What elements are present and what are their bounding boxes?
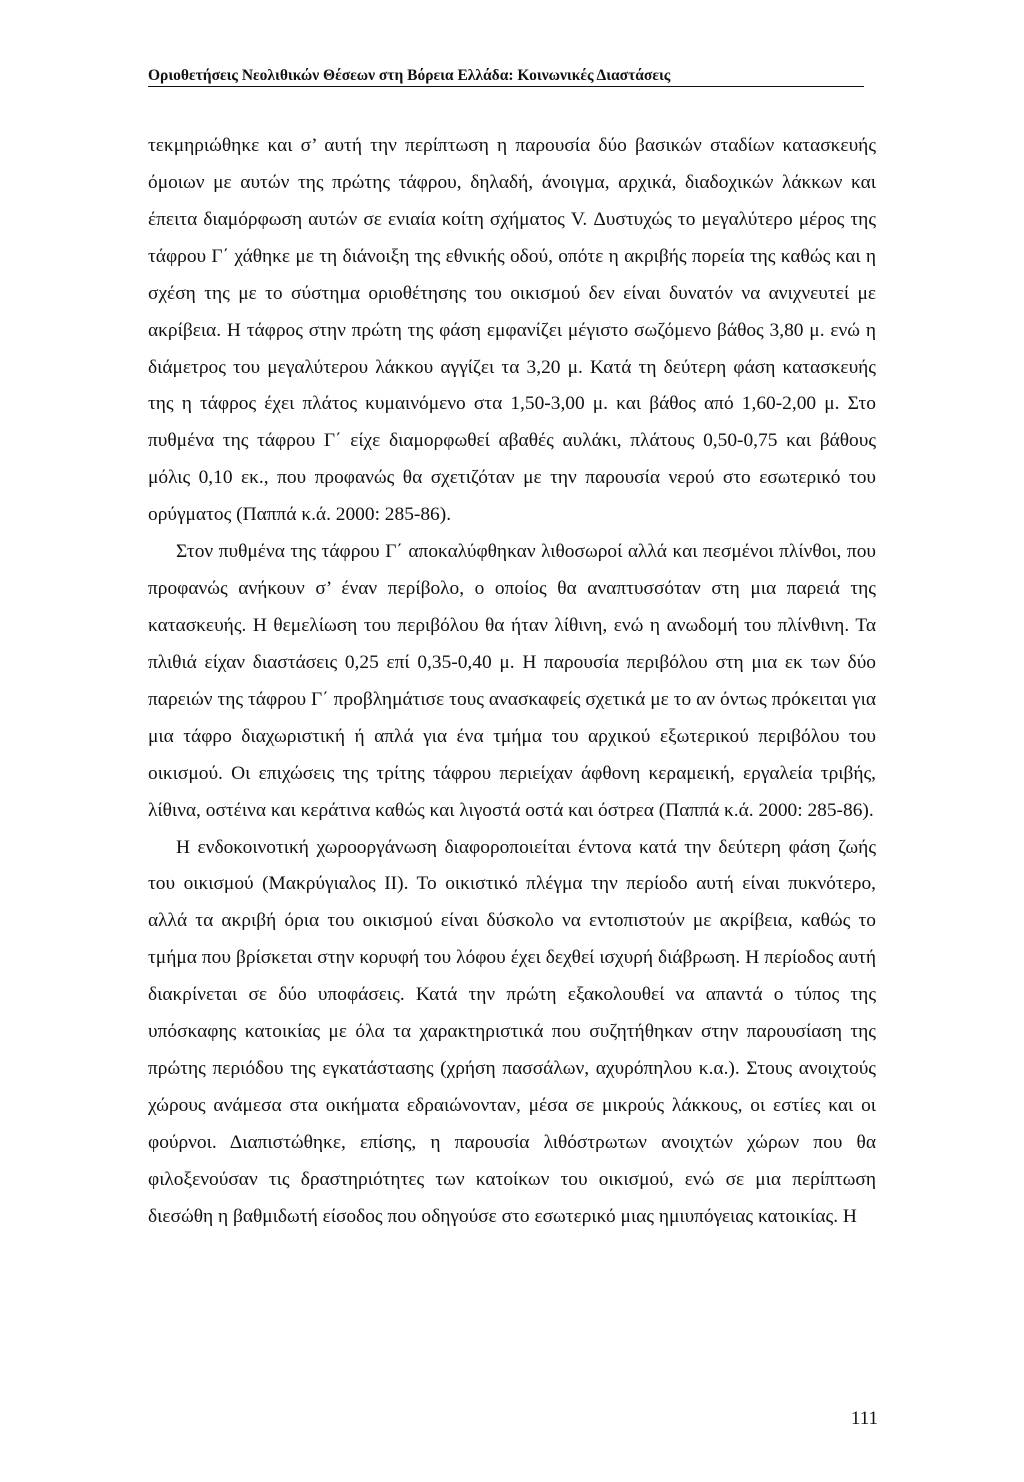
page-number: 111	[850, 1408, 878, 1429]
paragraph-3: Η ενδοκοινοτική χωροοργάνωση διαφοροποιείται έντονα κατά την δεύτερη φάση ζωής του οικισμού (Μακρύγιαλος ΙΙ). Το οικιστικό πλέγμα την περίοδο αυτή είναι πυκνότερο, αλλά τα ακριβή όρια του οικισμού είναι δύσκολο να εντοπιστούν με ακρίβεια, καθώς το τμήμα που βρίσκεται στην κορυφή του λόφου έχει δεχθεί ισχυρή διάβρωση. Η περίοδος αυτή διακρίνεται σε δύο υποφάσεις. Κατά την πρώτη εξακολουθεί να απαντά ο τύπος της υπόσκαφης κατοικίας με όλα τα χαρακτηριστικά που συζητήθηκαν στην παρουσίαση της πρώτης περιόδου της εγκατάστασης (χρήση πασσάλων, αχυρόπηλου κ.α.). Στους ανοιχτούς χώρους ανάμεσα στα οικήματα εδραιώνονταν, μέσα σε μικρούς λάκκους, οι εστίες και οι φούρνοι. Διαπιστώθηκε, επίσης, η παρουσία λιθόστρωτων ανοιχτών χώρων που θα φιλοξενούσαν τις δραστηριότητες των κατοίκων του οικισμού, ενώ σε μια περίπτωση διεσώθη η βαθμιδωτή είσοδος που οδηγούσε στο εσωτερικό μιας ημιυπόγειας κατοικίας. Η	[148, 836, 876, 1227]
paragraph-1: τεκμηριώθηκε και σ’ αυτή την περίπτωση η παρουσία δύο βασικών σταδίων κατασκευής όμοιων με αυτών της πρώτης τάφρου, δηλαδή, άνοιγμα, αρχικά, διαδοχικών λάκκων και έπειτα διαμόρφωση αυτών σε ενιαία κοίτη σχήματος V. Δυστυχώς το μεγαλύτερο μέρος της τάφρου Γ΄ χάθηκε με τη διάνοιξη της εθνικής οδού, οπότε η ακριβής πορεία της καθώς και η σχέση της με το σύστημα οριοθέτησης του οικισμού δεν είναι δυνατόν να ανιχνευτεί με ακρίβεια. Η τάφρος στην πρώτη της φάση εμφανίζει μέγιστο σωζόμενο βάθος 3,80 μ. ενώ η διάμετρος του μεγαλύτερου λάκκου αγγίζει τα 3,20 μ. Κατά τη δεύτερη φάση κατασκευής της η τάφρος έχει πλάτος κυμαινόμενο στα 1,50-3,00 μ. και βάθος από 1,60-2,00 μ. Στο πυθμένα της τάφρου Γ΄ είχε διαμορφωθεί αβαθές αυλάκι, πλάτους 0,50-0,75 και βάθους μόλις 0,10 εκ., που προφανώς θα σχετιζόταν με την παρουσία νερού στο εσωτερικό του ορύγματος (Παππά κ.ά. 2000: 285-86).	[148, 135, 876, 526]
running-header: Οριοθετήσεις Νεολιθικών Θέσεων στη Βόρεια Ελλάδα: Κοινωνικές Διαστάσεις	[148, 66, 864, 87]
body-text	[148, 128, 876, 1236]
paragraph-2: Στον πυθμένα της τάφρου Γ΄ αποκαλύφθηκαν λιθοσωροί αλλά και πεσμένοι πλίνθοι, που προφανώς ανήκουν σ’ έναν περίβολο, ο οποίος θα αναπτυσσόταν στη μια παρειά της κατασκευής. Η θεμελίωση του περιβόλου θα ήταν λίθινη, ενώ η ανωδομή του πλίνθινη. Τα πλιθιά είχαν διαστάσεις 0,25 επί 0,35-0,40 μ. Η παρουσία περιβόλου στη μια εκ των δύο παρειών της τάφρου Γ΄ προβλημάτισε τους ανασκαφείς σχετικά με το αν όντως πρόκειται για μια τάφρο διαχωριστική ή απλά για ένα τμήμα του αρχικού εξωτερικού περιβόλου του οικισμού. Οι επιχώσεις της τρίτης τάφρου περιείχαν άφθονη κεραμεική, εργαλεία τριβής, λίθινα, οστέινα και κεράτινα καθώς και λιγοστά οστά και όστρεα (Παππά κ.ά. 2000: 285-86).	[148, 541, 876, 821]
